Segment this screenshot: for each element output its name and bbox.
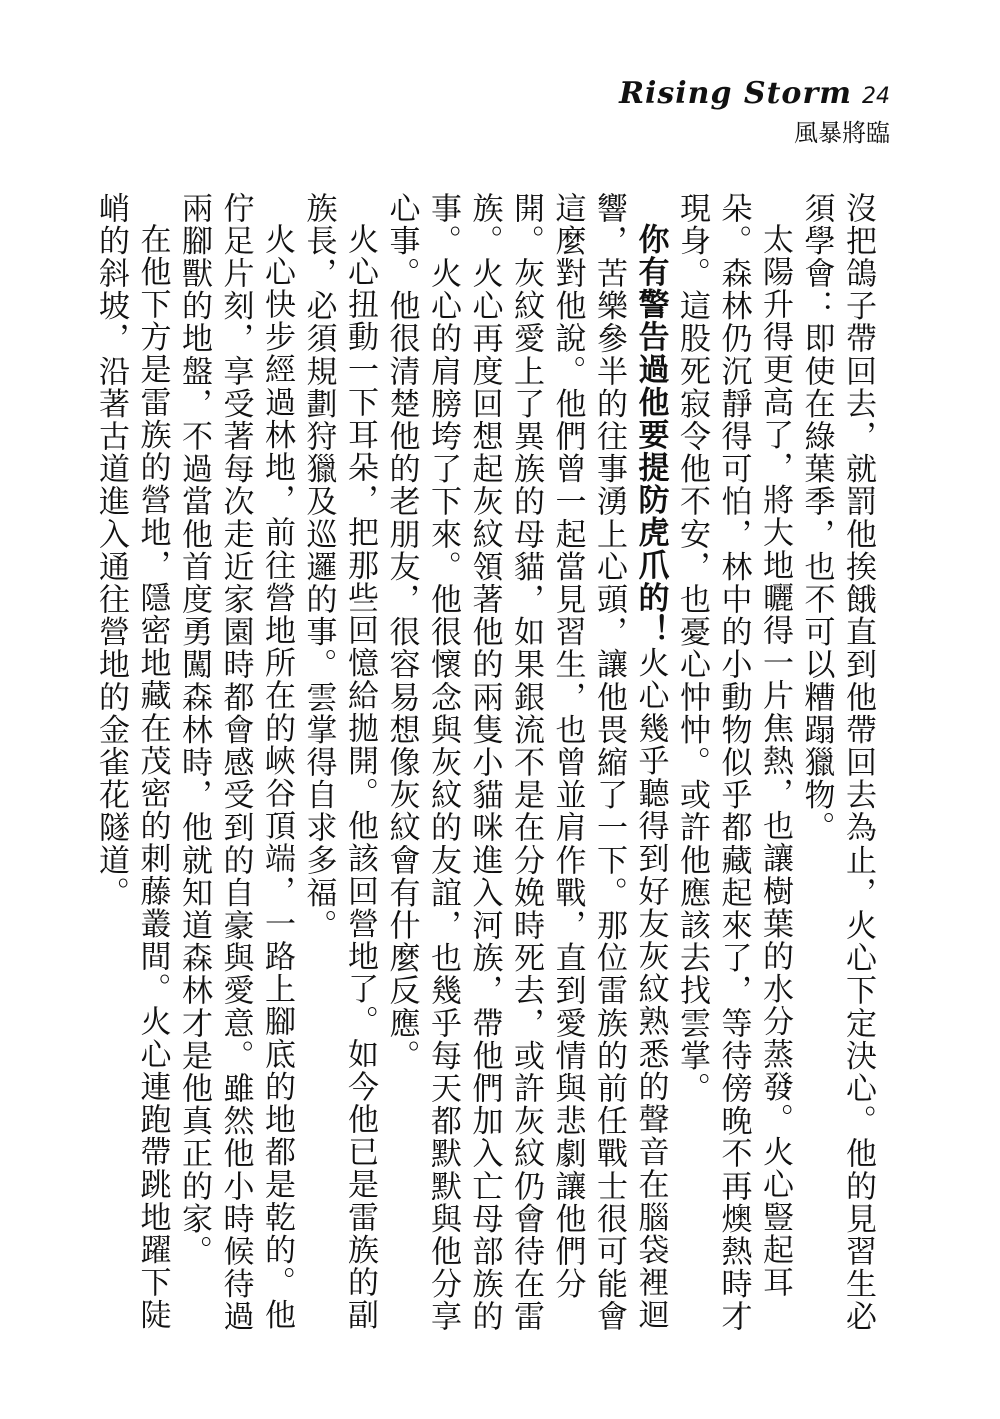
page-header	[619, 76, 890, 148]
paragraph-5	[173, 192, 298, 1342]
page-number: 24	[862, 84, 890, 109]
paragraph-1	[795, 192, 878, 1342]
paragraph-6	[90, 192, 173, 1342]
paragraph-text: 火心幾乎聽得到好友灰紋熟悉的聲音在腦袋裡迴響，苦樂參半的往事湧上心頭，讓他畏縮了一下。那位雷族的前任戰士很可能會這麼對他說。他們曾一起當見習生，也曾並肩作戰，直到愛情與悲劇讓他們分開。灰紋愛上了異族的母貓，如果銀流不是在分娩時死去，或許灰紋仍會待在雷族。火心再度回想起灰紋領著他的兩隻小貓咪進入河族，帶他們加入亡母部族的事。火心的肩膀垮了下來。他很懷念與灰紋的友誼，也幾乎每天都默默與他分享心事。他很清楚他的老朋友，很容易想像灰紋會有什麼反應。	[383, 192, 669, 1333]
paragraph-3	[380, 192, 671, 1342]
paragraph-text: 在他下方是雷族的營地，隱密地藏在茂密的刺藤叢間。火心連跑帶跳地躍下陡峭的斜坡，沿著古道進入通往營地的金雀花隧道。	[93, 192, 171, 1332]
paragraph-4	[297, 192, 380, 1342]
paragraph-2	[671, 192, 796, 1342]
book-title: Rising Storm	[619, 76, 852, 111]
chapter-title: 風暴將臨	[794, 119, 890, 147]
paragraph-text: 太陽升得更高了，將大地曬得一片焦熱，也讓樹葉的水分蒸發。火心豎起耳朵。森林仍沉靜得可怕，林中的小動物似乎都藏起來了，等待傍晚不再燠熱時才現身。這股死寂令他不安，也憂心忡忡。或許他應該去找雲掌。	[674, 192, 793, 1333]
paragraph-text: 火心快步經過林地，前往營地所在的峽谷頂端，一路上腳底的地都是乾的。他佇足片刻，享受著每次走近家園時都會感受到的自豪與愛意。雖然他小時候待過兩腳獸的地盤，不過當他首度勇闖森林時，他就知道森林才是他真正的家。	[176, 192, 295, 1333]
book-title-line	[619, 76, 890, 111]
paragraph-text: 沒把鴿子帶回去，就罰他挨餓直到他帶回去為止，火心下定決心。他的見習生必須學會：即使在綠葉季，也不可以糟蹋獵物。	[798, 192, 876, 1333]
emphasized-thought: 你有警告過他要提防虎爪的！	[632, 223, 669, 647]
paragraph-text: 火心扭動一下耳朵，把那些回憶給拋開。他該回營地了。如今他已是雷族的副族長，必須規劃狩獵及巡邏的事。雲掌得自求多福。	[300, 192, 378, 1332]
body-text	[90, 192, 879, 1342]
